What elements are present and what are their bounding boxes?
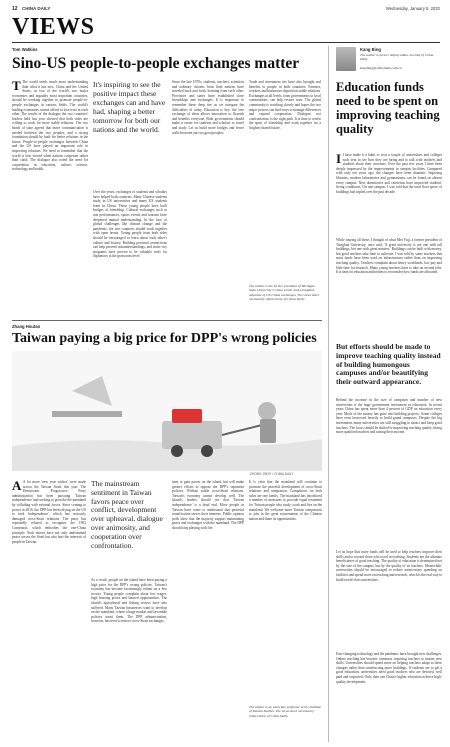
article-col-right-2: While touring all these, I thought of what Mei Yiqi, a former president of Tsinghua University, once said: 'A great university is not one with tall buildings, but one with great masters.' Buildings can be built with money, but good teachers take time to cultivate. I was told by some teachers that most funds have been used on infrastructure rather than on improving teaching quality. Teachers complain about heavy workloads, low pay and little time for research. Many young teachers have to take on second jobs. It is time for education authorities to reconsider how funds are allocated. <box>336 238 442 275</box>
pull-quote-top-right-wrap <box>336 343 442 395</box>
headline-top-left: Sino-US people-to-people exchanges matter <box>12 55 300 72</box>
paper-name: CHINA DAILY <box>22 6 51 11</box>
date-line: Wednesday, January 5, 2022 <box>385 6 440 11</box>
dropcap-top-left: T <box>12 80 21 93</box>
pull-quote-bottom-left: The mainstream sentiment in Taiwan favors peace over conflict, development over upheaval, dialogue over animosity, and cooperation over confrontation. <box>91 480 163 550</box>
pull-quote-top-right: But efforts should be made to improve teaching quality instead of building humongous campuses and/or beautifying their outward appearance. <box>336 343 441 387</box>
section-rule <box>12 320 322 321</box>
bottom-col-1: A A lot more 'new year wishes' were made across the Taiwan Strait this year. The Democratic Progressive Party administration has been pursuing 'Taiwan independence' and seeking to provoke the mainland by colluding with external forces. Since coming to power in 2016, the DPP has been relying on the US to seek 'independence', which has seriously damaged cross-Strait relations. The party has repeatedly refused to recognize the 1992 Consensus, which embodies the one-China principle. Such moves have not only undermined peace across the Strait but also hurt the interests of people in Taiwan. <box>12 480 86 544</box>
pull-quote-bottom-left-wrap <box>91 480 167 576</box>
author-email: kangbing@chinadaily.com.cn <box>360 66 402 70</box>
bottom-col-3: time to gain power on the island, but will make greater efforts to oppose the DPP's separatist policies. Without stable cross-Strait relations, Taiwan's economy cannot develop well. The island's leaders should see that 'Taiwan independence' is a dead end. More people in Taiwan have come to understand that peaceful reunification serves their interests. Public opinion polls show that the majority support maintaining peace and exchanges with the mainland. The DPP should stop playing with fire. <box>172 480 244 530</box>
photo-caption: ZHONG JINYE / CHINA DAILY <box>250 472 294 476</box>
pull-quote-top-left: It's inspiring to see the positive impact these exchanges can and have had, shaping a better tomorrow for both our nations and the world. <box>93 80 166 134</box>
section-title: VIEWS <box>12 14 95 40</box>
column-divider <box>328 46 329 742</box>
author-blurb-top-right: The author is former deputy editor-in-chief of China Daily. <box>360 53 434 62</box>
cartoon-illustration <box>12 351 322 471</box>
cartoon-svg <box>12 351 322 471</box>
bottom-col-4: It is clear that the mainland will continue to promote the peaceful development of cross-Strait relations and integration. Compatriots on both sides are one family. The mainland has introduced a number of measures to provide equal treatment for Taiwan people who study, work and live on the mainland. We welcome more Taiwan compatriots to join in the great rejuvenation of the Chinese nation and share its opportunities. <box>249 480 322 521</box>
author-note-top-left: The author is the former president of Michigan State University's China center and a longtime advocate of US-China exchanges. The views don't necessarily reflect those of China Daily. <box>249 284 320 302</box>
byline-top-left: Tom Watkins <box>12 47 38 52</box>
article-col-right-5: Fast-changing technology and the pandemic have brought new challenges. Online teaching has become common, requiring teachers to master new skills. Universities should spend more on helping teachers adapt to these changes rather than constructing more buildings. If students are to get a good education, universities need good teachers who are devoted, well paid and respected. Only then can China's higher education achieve high-quality development. <box>336 652 442 684</box>
byline-bottom-left: Zhang Houtao <box>12 324 41 329</box>
author-photo <box>336 47 356 71</box>
bottom-col-2: As a result, people on the island have been paying a high price for the DPP's wrong policies. Taiwan's economy has become increasingly reliant on a few sectors. Young people complain about low wages, high housing prices and limited opportunities. The island's agricultural and fishing sectors have also suffered. Many Taiwan businesses want to develop on the mainland, where a huge market and favorable policies await them. The DPP administration, however, has tried to restrict cross-Strait exchanges. <box>91 578 167 624</box>
headline-top-right: Education funds need to be spent on improving teaching quality <box>336 80 440 136</box>
dropcap-top-right: I <box>336 153 342 166</box>
article-col-4: Trade and investment ties have also brought real benefits to people in both countries. Farmers, workers and businesses depend on stable relations. Exchanges at all levels, from governments to local communities, can help restore trust. The global community is watching closely and hopes the two major powers can find ways to manage differences and expand cooperation. Dialogue, not confrontation, is the right path. It is time to renew the spirit of friendship and work together for a brighter shared future. <box>249 80 321 130</box>
dropcap-bottom-left: A <box>12 480 22 493</box>
article-col-3: Since the late 1970s, students, teachers, scientists and ordinary citizens from both nations have traveled back and forth, learning from each other. Provinces and states have established close friendships and exchanges. It is important to remember these deep ties as we navigate the difficulties of today. Education is key: the free exchange of ideas allows innovation to flourish and benefits everyone. Both governments should make it easier for students and scholars to travel and study. Let us build more bridges and fewer walls between our two great peoples. <box>172 80 244 135</box>
page-number: 12 <box>12 6 18 12</box>
article-col-right-3: Behind the increase in the size of campuses and number of new universities is the huge government investment in education. In recent years China has spent more than 4 percent of GDP on education every year. Much of the money has gone into building projects. Some colleges have even borrowed heavily to build grand campuses. Despite the big investment, many universities are still struggling to attract and keep good teachers. The focus should be shifted to improving teaching quality, hiring more qualified teachers and raising their income. <box>336 398 442 435</box>
author-note-bottom-left: The author is an associate professor at the Institute of Taiwan Studies. The views don't necessarily reflect those of China Daily. <box>249 705 322 718</box>
article-col-1: T The world needs much more understanding than what it has now. China and the United States, as two of the world's two major economies and arguably most important countries, should be working together to promote people-to-people exchanges in various fields. The world's leading economies cannot afford to lose trust in each other. The results of the dialogue the two countries' leaders held last year showed that both sides are willing to work for more stable relations. The two heads of state agreed that more communication is needed between the two peoples, and a strong foundation should be built for better relations in the future. People-to-people exchanges between China and the US have played an important role in improving relations. We need to remember that the world is best served when nations cooperate rather than clash. The dialogue also noted the need for cooperation in education, culture, science, technology and health. <box>12 80 88 172</box>
article-col-right-1: I I have made it a habit to visit a couple of universities and colleges each year to see how they are faring and to talk with teachers and students about their concerns. Over the past few years I have been deeply impressed by the improvements in campus facilities. Compared with only ten years ago, the changes have been dramatic. Imposing libraries, modern laboratories and gymnasiums can be found on almost every campus. New dormitories and cafeterias have improved students' living conditions. On one campus, I was told that the total floor space of buildings had tripled over the past decade. <box>336 153 442 194</box>
article-col-right-4: Let us hope that more funds will be used to help teachers improve their skills and to reward those who excel in teaching. Students are the ultimate beneficiaries of good teaching. The quality of education is determined not by the size of the campus, but by the quality of its teachers. Meanwhile, universities should be encouraged to reduce unnecessary spending on facilities and spend more on teaching and research, which is the real way to build world-class universities. <box>336 550 442 582</box>
pull-quote-top-left-wrap <box>93 80 167 190</box>
headline-bottom-left: Taiwan paying a big price for DPP's wrong policies <box>12 331 317 346</box>
article-col-2: Over the years, exchanges of students and scholars have helped both countries. Many Chinese students study in US universities and many US students learn in China. These young people have built bridges of friendship. Cultural exchanges such as arts performances, sports events and tourism have deepened mutual understanding. In the face of global challenges like climate change and the pandemic, the two countries should work together with open hearts. Young people from both sides should be encouraged to learn about each other's culture and history. Building personal connections can help prevent misunderstandings, and sister-city programs have proven to be valuable tools for diplomacy at the grassroots level. <box>93 190 167 259</box>
masthead-rule <box>12 42 440 43</box>
byline-top-right: Kang Bing <box>360 47 381 52</box>
